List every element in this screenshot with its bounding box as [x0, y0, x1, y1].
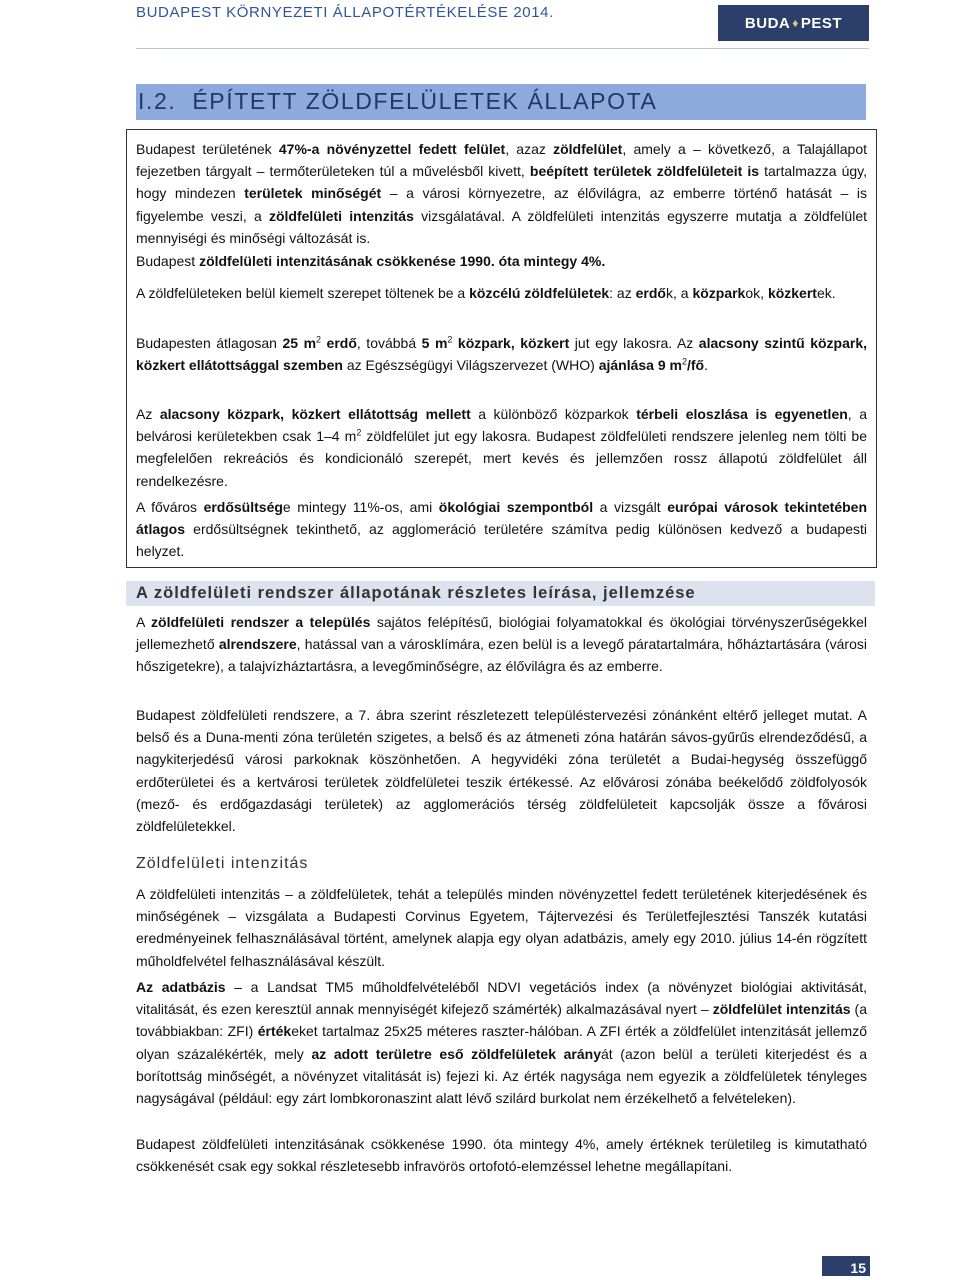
bold-text: közpark: [692, 285, 746, 301]
bold-text: alacsony szintű közpark, közkert ellátottsággal szemben: [136, 335, 867, 374]
text-run: – a városi környezetre, az élővilágra, az emberre történő hatását – is figyelembe veszi, a: [136, 185, 867, 224]
bold-text: beépített területek zöldfelületeit is: [529, 163, 760, 180]
summary-paragraph: [136, 138, 867, 249]
superscript: 2: [356, 427, 362, 438]
text-run: , hatással van a városklímára, ezen belül is a levegő páratartalmára, hőháztartására (városi hősziget​ekre), a talajvízháztartásra, a levegőminőségre, az élővilágra és az emberre.: [136, 636, 867, 675]
text-run: Budapesten átlagosan: [136, 335, 283, 351]
intensity-heading: Zöldfelületi intenzitás: [136, 855, 309, 872]
page-number: 15: [822, 1256, 870, 1276]
bold-text: zöldfelületi rendszer a település: [151, 614, 371, 630]
text-run: tartalmazza úgy, hogy mindezen: [136, 163, 867, 202]
summary-paragraph: [136, 332, 867, 376]
text-run: az Egészségügyi Világszervezet (WHO): [342, 357, 599, 374]
superscript: 2: [681, 356, 687, 367]
superscript: 2: [447, 334, 453, 345]
text-run: : az: [609, 285, 636, 301]
bold-text: zöldfelület: [553, 141, 623, 157]
bold-text: 47%-a növényzettel fedett felület: [278, 141, 506, 157]
text-run: , amely a – következő, a Talajállapot fejezetben tárgyalt – termőterületeken túl a művelésből kivett,: [136, 141, 868, 180]
bold-text: erdő: [635, 285, 666, 301]
text-run: A főváros: [136, 499, 204, 515]
text-run: eket tartalmaz 25x25 méteres raszter-hálóban. A ZFI érték a zöldfelület intenzitását jellemző olyan százalékérték, mely: [136, 1023, 867, 1062]
header-divider: [136, 48, 869, 49]
bold-text: alacsony közpark, közkert ellátottság mellett: [159, 406, 471, 422]
logo-text-buda: BUDA: [744, 14, 791, 32]
text-run: sajátos felépítésű, biológiai folyamatokkal és ökológiai törvényszerűségekkel jellemezhető: [136, 614, 867, 653]
summary-paragraph: [136, 496, 867, 563]
summary-paragraph: [136, 403, 867, 492]
text-run: .: [704, 357, 708, 374]
bold-text: területek minőségét: [244, 185, 382, 202]
text-run: , a belvárosi kerületekben csak 1–4 m: [136, 406, 867, 445]
summary-paragraph: [136, 250, 867, 272]
text-run: e mintegy 11%-os, ami: [282, 499, 439, 515]
bold-text: alrendszere: [218, 636, 297, 653]
bold-text: erdő: [321, 335, 357, 351]
section-title: [138, 88, 657, 115]
body-paragraph: [136, 611, 867, 678]
bold-text: /fő: [686, 357, 705, 374]
bold-text: 25 m: [282, 335, 317, 351]
text-run: zöldfelület jut egy lakosra. Budapest zöldfelületi rendszere jelenleg nem tölti be megfelelően rekreációs és kondicionáló szerepét, mert kevés és jellemzően rossz állapotú zöldfelület áll rendelkezésre.: [136, 428, 868, 489]
section-title-text: ÉPÍTETT ZÖLDFELÜLETEK ÁLLAPOTA: [192, 88, 658, 114]
text-run: át (azon belül a területi kiterjedést és a borítottság minőségét, a növényzet vitalitását is) fejezi ki. Az érték nagysága nem egyezik a zöldfelületek tényleges nagyságával (például: egy zárt lombkoronaszint alatt lévő szilárd burkolat nem érzékelhető a felvételeken).: [136, 1045, 867, 1107]
bold-text: térbeli eloszlása is egyenetlen: [636, 406, 848, 422]
text-run: A zöldfelületi intenzitás – a zöldfelületek, tehát a település minden növényzettel fedett területének kiterjedésének és minőségének – vizsgálata a Budapesti Corvinus Egyetem, Tájtervezési és Területfejlesztési Tanszék kutatási eredményeinek felhasználásával történt, amelynek alapja egy olyan adatbázis, amely egy 2010. július 14-én rögzített műholdfelvétel felhasználásával készült.: [136, 886, 867, 969]
bold-text: európai városok tekintetében átlagos: [136, 499, 867, 538]
bold-text: Az adatbázis: [136, 979, 226, 995]
crest-icon: ♦: [792, 16, 799, 30]
bold-text: közpark, közkert: [452, 335, 570, 351]
text-run: ok,: [745, 285, 768, 301]
section-number: I.2.: [138, 88, 177, 114]
bold-text: 5 m: [421, 335, 448, 351]
text-run: k, a: [665, 285, 693, 301]
superscript: 2: [316, 334, 322, 345]
text-run: erdősültségnek tekinthető, az agglomeráció területére számítva pedig különösen kedvező a budapesti helyzet.: [136, 521, 867, 560]
bold-text: zöldfelületi intenzitás: [268, 207, 414, 224]
text-run: A zöldfelületeken belül kiemelt szerepet töltenek be a: [136, 285, 470, 301]
bold-text: ajánlása 9 m: [598, 357, 682, 374]
text-run: A: [136, 614, 152, 630]
text-run: jut egy lakosra. Az: [569, 335, 699, 351]
bold-text: erdősültség: [203, 499, 283, 515]
text-run: Budapest területének: [136, 141, 279, 157]
subsection-title: A zöldfelületi rendszer állapotának részletes leírása, jellemzése: [136, 584, 696, 602]
text-run: , továbbá: [356, 335, 422, 351]
body-paragraph: [136, 976, 867, 1109]
bold-text: ökológiai szempontból: [438, 499, 594, 515]
text-run: a vizsgált: [593, 499, 668, 515]
bold-text: közcélú zöldfelületek: [469, 285, 610, 301]
text-run: ek.: [816, 285, 836, 301]
bold-text: érték: [257, 1023, 292, 1040]
document-header-title: BUDAPEST KÖRNYEZETI ÁLLAPOTÉRTÉKELÉSE 2014.: [136, 4, 554, 21]
text-run: (a továbbiakban: ZFI): [136, 1001, 868, 1040]
text-run: vizsgálatával. A zöldfelületi intenzitás egyszerre mutatja a zöldfelület mennyiségi és minőségi változását is.: [136, 207, 867, 246]
summary-paragraph: [136, 282, 867, 304]
body-paragraph: [136, 883, 867, 972]
text-run: Budapest zöldfelületi rendszere, a 7. ábra szerint részletezett településtervezési zónánként eltérő jelleget mutat. A belső és a Duna-menti zóna területén szigetes, a belső és az átmeneti zóna határán sávos-gyűrűs elrendeződésű, a nagykiterjedésű városi parkoknak köszönhetően. A hegyvidéki zóna területét a Budai-hegység összefüggő erdőterületei és a kertvárosi területek zöldfelületei teszik értékessé. Az elővárosi zónába beékelődő zöldfolyosók (mező- és erdőgazdasági területek) az agglomerációs térség zöldfelületeit kapcsolják össze a fővárosi zöldfelületekkel.: [136, 707, 867, 835]
body-paragraph: [136, 704, 867, 837]
bold-text: zöldfelület intenzitás: [712, 1001, 851, 1018]
text-run: Budapest zöldfelületi intenzitásának csökkenése 1990. óta mintegy 4%, amely értéknek területileg is kimutatható csökkenését csak egy sokkal részletesebb infravörös ortofotó-elemzéssel lehetne megállapítani.: [136, 1136, 867, 1175]
text-run: a különböző közparkok: [470, 406, 637, 422]
text-run: – a Landsat TM5 műholdfelvételéből NDVI vegetációs index (a növényzet biológiai aktivitását, vitalitását, és ezen keresztül annak mennyiségét kifejező számérték) alkalmazásával nyert –: [136, 979, 867, 1018]
bold-text: zöldfelületi intenzitásának csökkenése 1990. óta mintegy 4%.: [199, 253, 606, 269]
bold-text: az adott területre eső zöldfelületek arány: [311, 1045, 601, 1062]
text-run: , azaz: [505, 141, 554, 157]
budapest-logo: [718, 5, 869, 41]
body-paragraph: [136, 1133, 867, 1177]
text-run: Budapest: [136, 253, 200, 269]
text-run: Az: [136, 406, 160, 422]
bold-text: közkert: [767, 285, 817, 301]
logo-text-pest: PEST: [800, 14, 843, 32]
